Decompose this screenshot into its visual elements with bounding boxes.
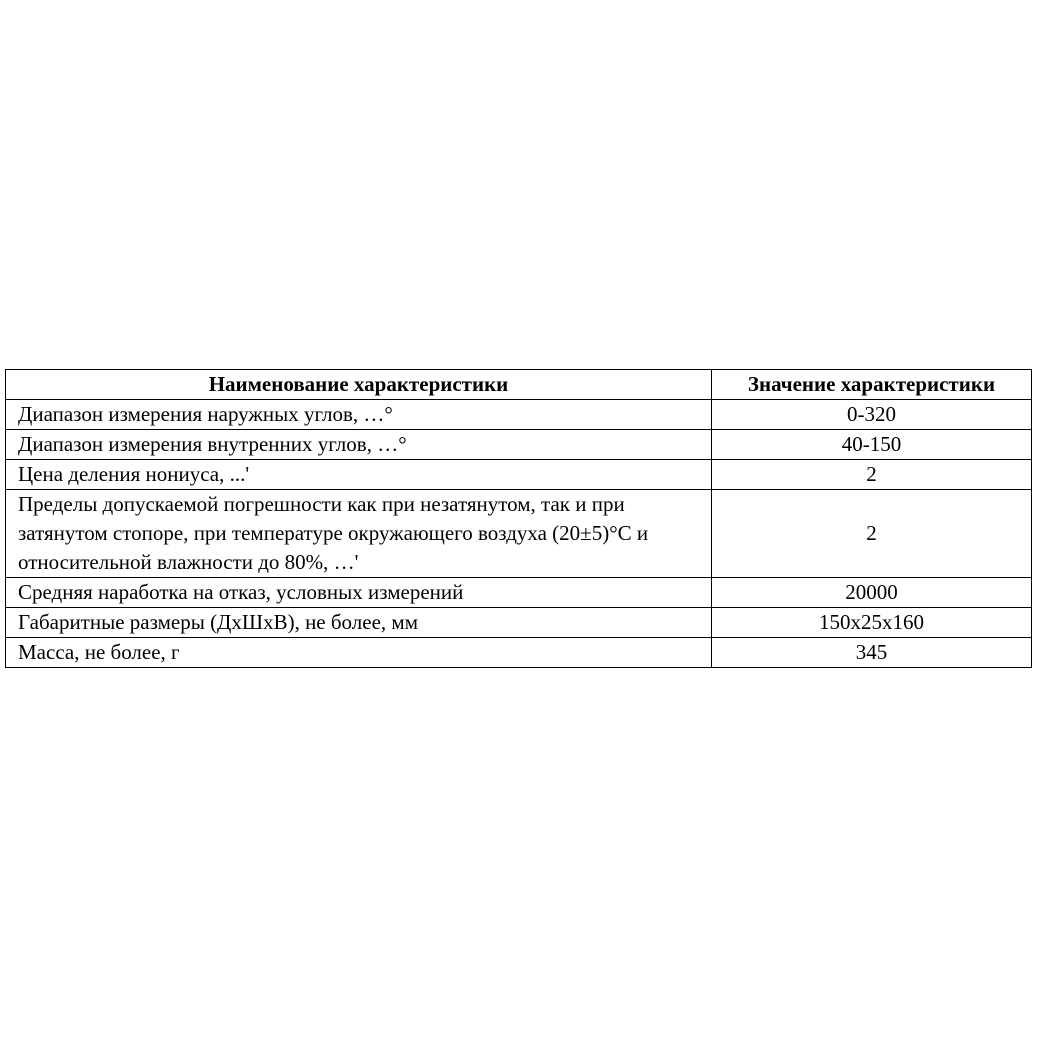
row-value-cell: 20000: [712, 578, 1032, 608]
row-name-cell: Диапазон измерения наружных углов, …°: [6, 400, 712, 430]
row-name-cell: Средняя наработка на отказ, условных измерений: [6, 578, 712, 608]
row-name-cell: Габаритные размеры (ДхШхВ), не более, мм: [6, 608, 712, 638]
row-value-cell: 2: [712, 460, 1032, 490]
row-name-cell: Цена деления нониуса, ...': [6, 460, 712, 490]
table-header-row: [6, 370, 1032, 400]
row-name-cell: Масса, не более, г: [6, 638, 712, 668]
table-row: [6, 578, 1032, 608]
row-value-cell: 2: [712, 490, 1032, 578]
table-row: [6, 608, 1032, 638]
row-name-cell: Пределы допускаемой погрешности как при незатянутом, так и при затянутом стопоре, при температуре окружающего воздуха (20±5)°С и относительной влажности до 80%, …': [6, 490, 712, 578]
table-row: [6, 400, 1032, 430]
row-name-cell: Диапазон измерения внутренних углов, …°: [6, 430, 712, 460]
table-row: [6, 638, 1032, 668]
table-row: [6, 460, 1032, 490]
specifications-table: [5, 369, 1032, 668]
row-value-cell: 150х25х160: [712, 608, 1032, 638]
header-value-column: Значение характеристики: [712, 370, 1032, 400]
row-value-cell: 0-320: [712, 400, 1032, 430]
table-row: [6, 490, 1032, 578]
header-name-column: Наименование характеристики: [6, 370, 712, 400]
row-value-cell: 345: [712, 638, 1032, 668]
table-row: [6, 430, 1032, 460]
row-value-cell: 40-150: [712, 430, 1032, 460]
